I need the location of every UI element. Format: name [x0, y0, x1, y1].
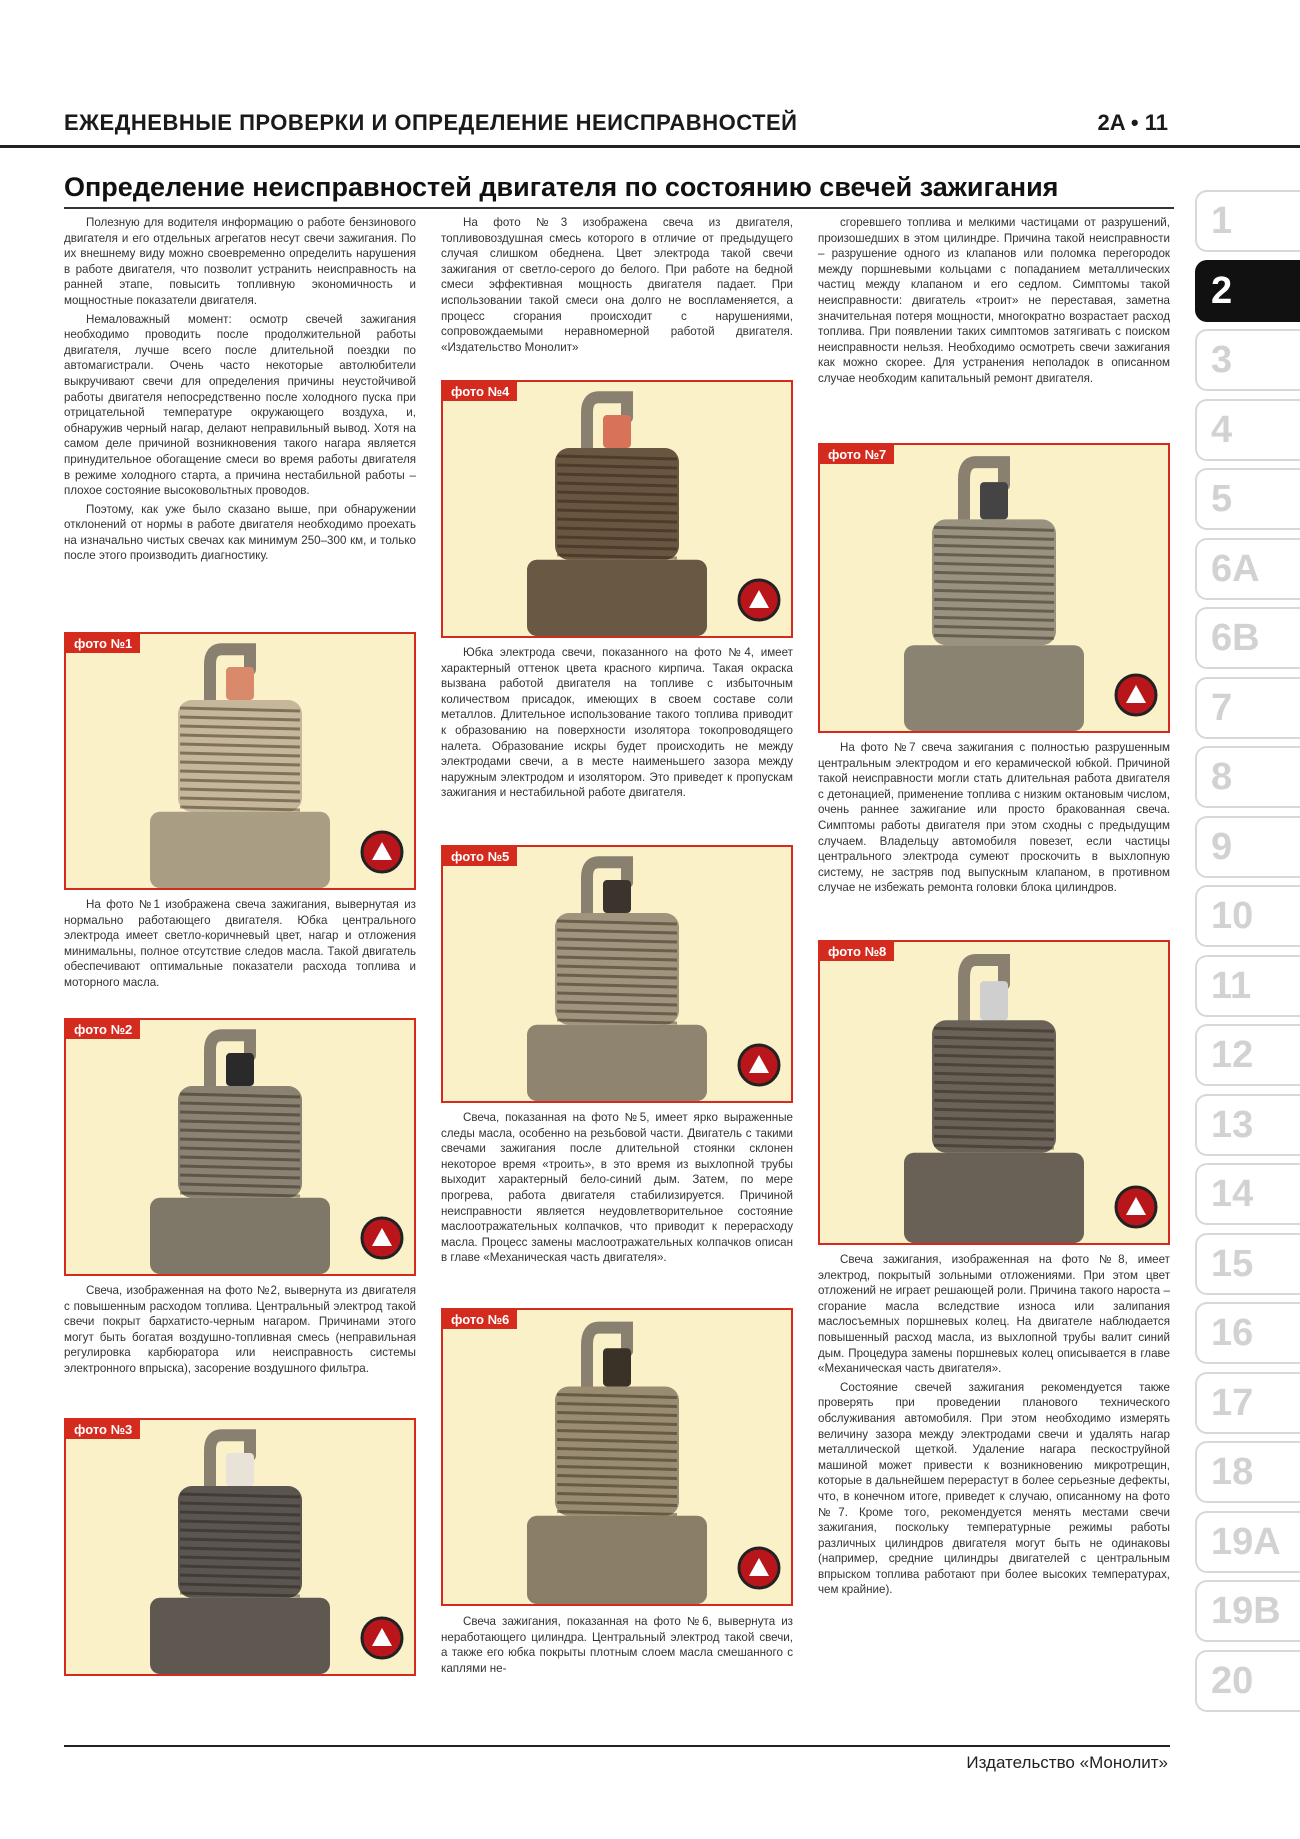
photo-5: [441, 845, 793, 1103]
photo-4: [441, 380, 793, 638]
spark-plug-image: [66, 634, 414, 888]
chapter-tab[interactable]: 20: [1195, 1650, 1300, 1712]
hex-shadow: [150, 812, 330, 888]
photo-1: [64, 632, 416, 890]
chapter-tab[interactable]: 18: [1195, 1441, 1300, 1503]
insulator-tip: [980, 482, 1008, 519]
chapter-tab[interactable]: 17: [1195, 1372, 1300, 1434]
paragraph: Полезную для водителя информацию о работе бензинового двигателя и его отдельных агрегатов несут свечи зажигания. По их внешнему виду можно своевременно определить нарушения в работе двигателя, что позволит устранить неисправность на ранней этапе, повысить топливную экономичность и мощностные показатели двигателя.: [64, 216, 416, 307]
paragraph: Свеча зажигания, показанная на фото №6, вывернута из неработающего цилиндра. Центральный электрод такой свечи, а также его юбка покрыты плотным слоем масла смешанного с каплями не-: [441, 1615, 793, 1675]
hex-shadow: [150, 1598, 330, 1674]
column-3-text-2: [818, 740, 1170, 899]
spark-plug-image: [443, 382, 791, 636]
paragraph: Состояние свечей зажигания рекомендуется также проверять при проведении планового технического обслуживания автомобиля. При этом необходимо измерять величину зазора между электродами свечи и удалять нагар металлической щеткой. Удаление нагара пескоструйной машиной может привести к возникновению микротрещин, которые в дальнейшем перерастут в более серьезные дефекты, что, в конечном итоге, приведет к случаю, описанному на фото №7. Кроме того, рекомендуется менять местами свечи зажигания, поскольку температурные режимы работы различных цилиндров двигателя могут быть не одинаковы (например, средние цилиндры двигателей с центральным впрыском топлива работают при более высоких температурах, чем крайние).: [818, 1380, 1170, 1597]
hex-shadow: [904, 645, 1084, 731]
column-1-text-3: [64, 1283, 416, 1380]
spark-plug-image: [66, 1420, 414, 1674]
insulator-tip: [603, 880, 631, 913]
photo-label: фото №7: [820, 445, 894, 464]
photo-label: фото №3: [66, 1420, 140, 1439]
chapter-tab[interactable]: 14: [1195, 1163, 1300, 1225]
chapter-tab[interactable]: 3: [1195, 329, 1300, 391]
chapter-tab[interactable]: 6A: [1195, 538, 1300, 600]
spark-plug-image: [820, 445, 1168, 731]
chapter-tab[interactable]: 4: [1195, 399, 1300, 461]
paragraph: Поэтому, как уже было сказано выше, при обнаружении отклонений от нормы в работе двигателя необходимо проехать на изначально чистых свечах как минимум 250–300 км, и только после этого производить диагностику.: [64, 502, 416, 563]
chapter-tab[interactable]: 19A: [1195, 1511, 1300, 1573]
header-divider: [0, 145, 1300, 148]
column-2-intro: [441, 215, 793, 358]
column-1-intro: [64, 215, 416, 567]
insulator-tip: [603, 415, 631, 448]
photo-label: фото №4: [443, 382, 517, 401]
paragraph: Свеча, показанная на фото №5, имеет ярко выраженные следы масла, особенно на резьбовой части. Двигатель с такими свечами зажигания после длительной стоянки склонен некоторое время «троить», в это время из выхлопной трубы выходит характерный бело-синий дым. Затем, по мере прогрева, работа двигателя стабилизируется. Причиной неисправности является неудовлетворительное состояние маслоотражательных колпачков, что приводит к перерасходу масла. Процесс замены маслоотражательных колпачков описан в главе «Механическая часть двигателя».: [441, 1111, 793, 1265]
insulator-tip: [226, 1053, 254, 1086]
photo-label: фото №1: [66, 634, 140, 653]
insulator-tip: [226, 1453, 254, 1486]
chapter-tab[interactable]: 16: [1195, 1302, 1300, 1364]
chapter-tab[interactable]: 2: [1195, 260, 1300, 322]
chapter-tab[interactable]: 8: [1195, 746, 1300, 808]
paragraph: На фото №3 изображена свеча из двигателя, топливовоздушная смесь которого в отличие от предыдущего случая слишком обеднена. Цвет электрода такой свечи зажигания от светло-серого до белого. При работе на бедной смеси эффективная мощность двигателя падает. При использовании такой смеси она долго не воспламеняется, а процесс сгорания происходит с нарушениями, сопровождаемыми неравномерной работой двигателя. «Издательство Монолит»: [441, 216, 793, 354]
section-divider: [64, 207, 1174, 209]
chapter-tab[interactable]: 12: [1195, 1024, 1300, 1086]
publisher-footer: Издательство «Монолит»: [966, 1753, 1168, 1772]
spark-plug-image: [443, 1310, 791, 1604]
column-2-text-4: [441, 1614, 793, 1679]
photo-8: [818, 940, 1170, 1245]
column-1-text-2: [64, 897, 416, 994]
insulator-tip: [980, 981, 1008, 1020]
chapter-tab[interactable]: 13: [1195, 1094, 1300, 1156]
footer-divider: [64, 1745, 1170, 1747]
photo-2: [64, 1018, 416, 1276]
photo-7: [818, 443, 1170, 733]
photo-label: фото №2: [66, 1020, 140, 1039]
paragraph: На фото №7 свеча зажигания с полностью разрушенным центральным электродом и его керамической юбкой. Причиной такой неисправности могли стать длительная работа двигателя с детонацией, применение топлива с низким октановым числом, очень раннее зажигание или просто бракованная свеча. Симптомы работы двигателя при этом сходны с предыдущим случаем. Владельцу автомобиля повезет, если частицы центрального электрода сумеют проскочить в выхлопную систему, не застряв под выпускным клапаном, в противном случае не избежать ремонта головки блока цилиндров.: [818, 741, 1170, 895]
photo-label: фото №6: [443, 1310, 517, 1329]
chapter-tab[interactable]: 5: [1195, 468, 1300, 530]
hex-shadow: [527, 1025, 707, 1101]
running-header-title: ЕЖЕДНЕВНЫЕ ПРОВЕРКИ И ОПРЕДЕЛЕНИЕ НЕИСПРАВНОСТЕЙ: [64, 110, 798, 135]
chapter-tab[interactable]: 10: [1195, 885, 1300, 947]
paragraph: Свеча зажигания, изображенная на фото №8, имеет электрод, покрытый зольными отложениями. При этом цвет отложений не играет решающей роли. Причина такого нароста – сгорание масла вследствие износа или залипания маслосъемных поршневых колец. На двигателе наблюдается повышенный расход масла, из выхлопной трубы валит синий дым. Процедура замены поршневых колец описывается в главе «Механическая часть двигателя».: [818, 1253, 1170, 1376]
paragraph: Юбка электрода свечи, показанного на фото №4, имеет характерный оттенок цвета красного кирпича. Такая окраска вызвана работой двигателя на топливе с избыточным количеством присадок, имеющих в своем составе соли металлов. Длительное использование такого топлива приводит к образованию на поверхности изолятора токопроводящего налета. Образование искры будет происходить не между электродами свечи, а в месте наименьшего зазора между наружным электродом и изолятором. Это приведет к пропускам зажигания и нестабильной работе двигателя.: [441, 646, 793, 800]
chapter-tab[interactable]: 11: [1195, 955, 1300, 1017]
insulator-tip: [226, 667, 254, 700]
chapter-tab[interactable]: 7: [1195, 677, 1300, 739]
photo-6: [441, 1308, 793, 1606]
photo-label: фото №8: [820, 942, 894, 961]
spark-plug-image: [443, 847, 791, 1101]
column-3-intro: [818, 215, 1170, 390]
column-2-text-2: [441, 645, 793, 804]
hex-shadow: [904, 1153, 1084, 1243]
section-title: Определение неисправностей двигателя по состоянию свечей зажигания: [64, 172, 1059, 202]
column-2-text-3: [441, 1110, 793, 1269]
paragraph: сгоревшего топлива и мелкими частицами от разрушений, произошедших в этом цилиндре. Причина такой неисправности – разрушение одного из клапанов или поломка перегородок между поршневыми кольцами с попаданием металлических частиц между клапаном и его седлом. Симптомы такой неисправности: двигатель «троит» не переставая, заметна значительная потеря мощности, многократно возрастает расход топлива. При появлении таких симптомов затягивать с поиском неисправности нельзя. Необходимо осмотреть свечи зажигания как можно скорее. Для устранения неполадок в описанном случае необходим капитальный ремонт двигателя.: [818, 216, 1170, 385]
hex-shadow: [150, 1198, 330, 1274]
chapter-tab[interactable]: 6B: [1195, 607, 1300, 669]
chapter-tab[interactable]: 1: [1195, 190, 1300, 252]
spark-plug-image: [66, 1020, 414, 1274]
photo-3: [64, 1418, 416, 1676]
chapter-tab[interactable]: 19B: [1195, 1580, 1300, 1642]
hex-shadow: [527, 1516, 707, 1604]
paragraph: Свеча, изображенная на фото №2, вывернута из двигателя с повышенным расходом топлива. Центральный электрод такой свечи покрыт бархатисто-черным нагаром. Причинами этого могут быть богатая воздушно-топливная смесь (неправильная регулировка карбюратора или неисправность системы электронного впрыска), засорение воздушного фильтра.: [64, 1284, 416, 1375]
spark-plug-image: [820, 942, 1168, 1243]
paragraph: На фото №1 изображена свеча зажигания, вывернутая из нормально работающего двигателя. Юбка центрального электрода имеет светло-коричневый цвет, нагар и отложения минимальны, полное отсутствие следов масла. Такой двигатель обеспечивают оптимальные показатели расхода топлива и моторного масла.: [64, 898, 416, 989]
chapter-tab[interactable]: 9: [1195, 816, 1300, 878]
column-3-text-3: [818, 1252, 1170, 1601]
page-number: 2A • 11: [1097, 110, 1168, 135]
chapter-tab[interactable]: 15: [1195, 1233, 1300, 1295]
insulator-tip: [603, 1348, 631, 1386]
hex-shadow: [527, 560, 707, 636]
paragraph: Немаловажный момент: осмотр свечей зажигания необходимо проводить после продолжительной работы двигателя, лучше всего после длительной поездки по автомагистрали. Очень часто некоторые автолюбители выкручивают свечи для определения причины неустойчивой работы двигателя непосредственно после холодного пуска при отрицательной температуре окружающего воздуха, и, обнаружив черный нагар, делают неправильный вывод. Хотя на самом деле причиной возникновения такого нагара является принудительное обогащение смеси во время работы двигателя в режиме холодного старта, а причина нестабильной работы – плохое состояние высоковольтных проводов.: [64, 312, 416, 498]
photo-label: фото №5: [443, 847, 517, 866]
